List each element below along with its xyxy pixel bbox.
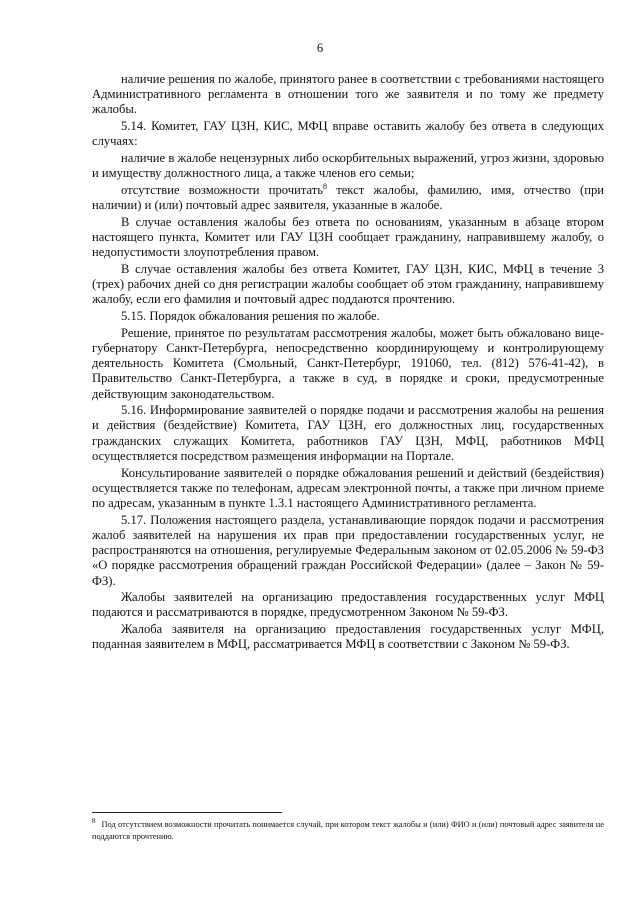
- footnote-text: Под отсутствием возможности прочитать понимается случай, при котором текст жалобы и (или) ФИО и (или) почтовый адрес заявителя не поддаются прочтению.: [92, 820, 604, 841]
- footnote: [92, 819, 604, 842]
- paragraph-5-14: 5.14. Комитет, ГАУ ЦЗН, КИС, МФЦ вправе оставить жалобу без ответа в следующих случаях:: [92, 119, 604, 149]
- footnote-reference[interactable]: 8: [323, 181, 327, 191]
- paragraph-text: текст жалобы, фамилию, имя, отчество (при наличии) и (или) почтовый адрес заявителя, указанные в жалобе.: [92, 182, 605, 213]
- document-body: [92, 72, 604, 654]
- paragraph: наличие решения по жалобе, принятого ранее в соответствии с требованиями настоящего Административного регламента в отношении того же заявителя и по тому же предмету жалобы.: [92, 72, 604, 117]
- paragraph: Жалоба заявителя на организацию предоставления государственных услуг МФЦ, поданная заявителем в МФЦ, рассматривается МФЦ в соответствии с Законом № 59-ФЗ.: [92, 622, 604, 652]
- paragraph-with-footnote: [92, 183, 604, 213]
- paragraph: В случае оставления жалобы без ответа по основаниям, указанным в абзаце втором настоящего пункта, Комитет или ГАУ ЦЗН сообщает гражданину, направившему жалобу, о недопустимости злоупотребления правом.: [92, 214, 604, 260]
- paragraph: В случае оставления жалобы без ответа Комитет, ГАУ ЦЗН, КИС, МФЦ в течение 3 (трех) рабочих дней со дня регистрации жалобы сообщает об этом гражданину, направившему жалобу, если его фамилия и почтовый адрес поддаются прочтению.: [92, 261, 604, 307]
- paragraph: Жалобы заявителей на организацию предоставления государственных услуг МФЦ подаются и рассматриваются в порядке, предусмотренном Законом № 59-ФЗ.: [92, 590, 604, 620]
- paragraph-5-16: 5.16. Информирование заявителей о порядке подачи и рассмотрения жалобы на решения и действия (бездействие) Комитета, ГАУ ЦЗН, его должностных лиц, государственных гражданских служащих Комитета, работников ГАУ ЦЗН, МФЦ, работников МФЦ осуществляется посредством размещения информации на Портале.: [92, 403, 604, 463]
- paragraph-5-17: 5.17. Положения настоящего раздела, устанавливающие порядок подачи и рассмотрения жалоб заявителей на нарушения их прав при предоставлении государственных услуг, не распространяются на отношения, регулируемые Федеральным законом от 02.05.2006 № 59-ФЗ «О порядке рассмотрения обращений граждан Российской Федерации» (далее – Закон № 59-ФЗ).: [92, 512, 604, 588]
- footnote-divider: [92, 812, 282, 813]
- paragraph-5-15: 5.15. Порядок обжалования решения по жалобе.: [121, 309, 380, 324]
- paragraph-text: отсутствие возможности прочитать: [121, 182, 323, 197]
- paragraph: наличие в жалобе нецензурных либо оскорбительных выражений, угроз жизни, здоровью и имуществу должностного лица, а также членов его семьи;: [92, 151, 604, 181]
- footnote-mark: 8: [92, 817, 96, 826]
- paragraph: Решение, принятое по результатам рассмотрения жалобы, может быть обжаловано вице-губернатору Санкт-Петербурга, непосредственно координирующему и контролирующему деятельность Комитета (Смольный, Санкт-Петербург, 191060, тел. (812) 576-41-42), в Правительство Санкт-Петербурга, а также в суд, в порядке и сроки, предусмотренные действующим законодательством.: [92, 325, 604, 401]
- paragraph: Консультирование заявителей о порядке обжалования решений и действий (бездействия) осуществляется также по телефонам, адресам электронной почты, а также при личном приеме по адресам, указанным в пункте 1.3.1 настоящего Административного регламента.: [92, 465, 604, 510]
- page-number: 6: [316, 41, 324, 55]
